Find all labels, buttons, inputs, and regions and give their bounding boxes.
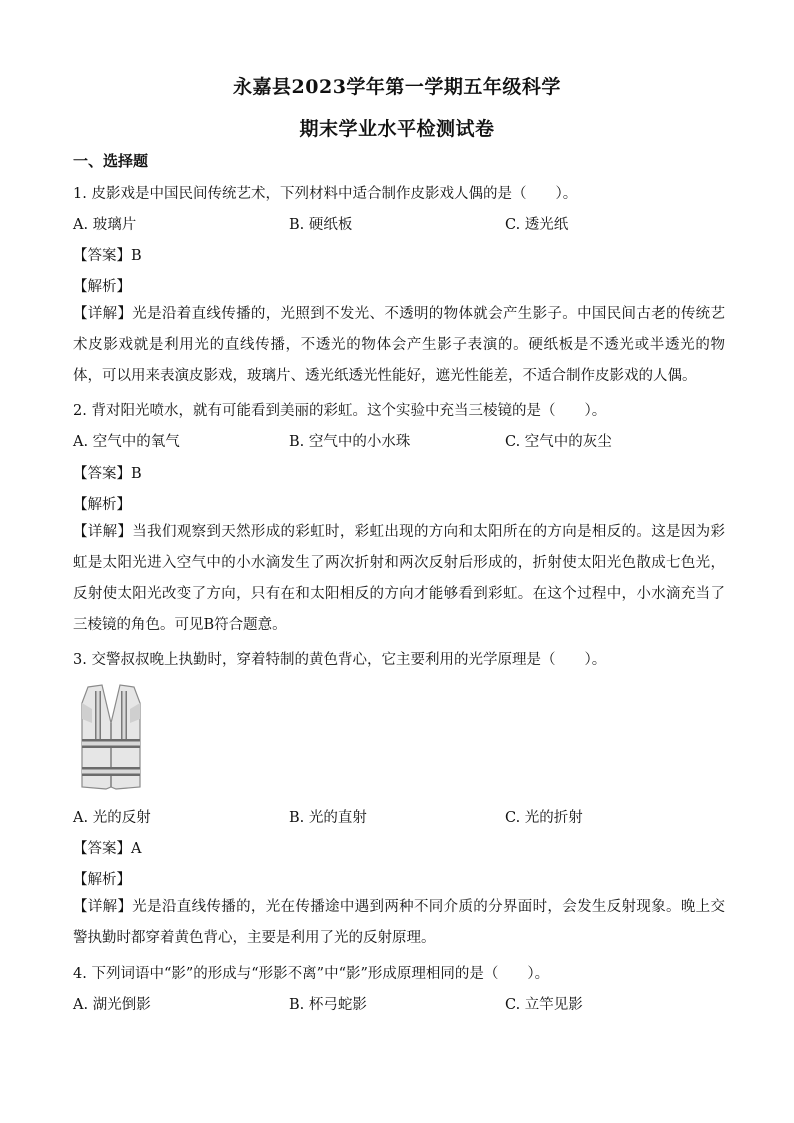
question-2-option-a: A. 空气中的氧气 (73, 434, 180, 450)
question-1-stem: 1. 皮影戏是中国民间传统艺术，下列材料中适合制作皮影戏人偶的是（ ）。 (73, 186, 578, 202)
question-3-option-b: B. 光的直射 (289, 810, 367, 826)
question-1-option-a: A. 玻璃片 (73, 217, 137, 233)
question-1-detail: 【详解】光是沿着直线传播的，光照到不发光、不透明的物体就会产生影子。中国民间古老的传统艺术皮影戏就是利用光的直线传播，不透光的物体会产生影子表演的。硬纸板是不透光或半透光的物体，可以用来表演皮影戏，玻璃片、透光纸透光性能好，遮光性能差，不适合制作皮影戏的人偶。 (73, 306, 725, 384)
question-2-answer: 【答案】B (73, 466, 142, 482)
question-2-detail: 【详解】当我们观察到天然形成的彩虹时，彩虹出现的方向和太阳所在的方向是相反的。这是因为彩虹是太阳光进入空气中的小水滴发生了两次折射和两次反射后形成的，折射使太阳光色散成七色光，反射使太阳光改变了方向，只有在和太阳相反的方向才能够看到彩虹。在这个过程中，小水滴充当了三棱镜的角色。可见B符合题意。 (73, 524, 725, 633)
question-1-analysis-label: 【解析】 (73, 279, 131, 295)
section-heading: 一、选择题 (73, 152, 149, 170)
reflective-vest-image (74, 683, 148, 793)
question-3-detail: 【详解】光是沿直线传播的，光在传播途中遇到两种不同介质的分界面时，会发生反射现象。晚上交警执勤时都穿着黄色背心，主要是利用了光的反射原理。 (73, 899, 725, 946)
exam-title-line2: 期末学业水平检测试卷 (299, 118, 495, 140)
question-3-option-a: A. 光的反射 (73, 810, 151, 826)
question-3-stem: 3. 交警叔叔晚上执勤时，穿着特制的黄色背心，它主要利用的光学原理是（ ）。 (73, 652, 607, 668)
question-2-analysis-label: 【解析】 (73, 497, 131, 513)
question-3-option-c: C. 光的折射 (505, 810, 583, 826)
question-3-analysis-label: 【解析】 (73, 872, 131, 888)
question-1-option-c: C. 透光纸 (505, 217, 569, 233)
question-3-answer: 【答案】A (73, 841, 142, 857)
question-2-option-c: C. 空气中的灰尘 (505, 434, 612, 450)
question-1-option-b: B. 硬纸板 (289, 217, 353, 233)
question-4-option-a: A. 湖光倒影 (73, 997, 151, 1013)
exam-title-line1: 永嘉县2023学年第一学期五年级科学 (233, 76, 561, 98)
question-4-option-b: B. 杯弓蛇影 (289, 997, 367, 1013)
question-2-option-b: B. 空气中的小水珠 (289, 434, 411, 450)
question-4-stem: 4. 下列词语中“影”的形成与“形影不离”中“影”形成原理相同的是（ ）。 (73, 966, 550, 982)
question-2-stem: 2. 背对阳光喷水，就有可能看到美丽的彩虹。这个实验中充当三棱镜的是（ ）。 (73, 403, 607, 419)
question-4-option-c: C. 立竿见影 (505, 997, 583, 1013)
question-1-answer: 【答案】B (73, 248, 142, 264)
